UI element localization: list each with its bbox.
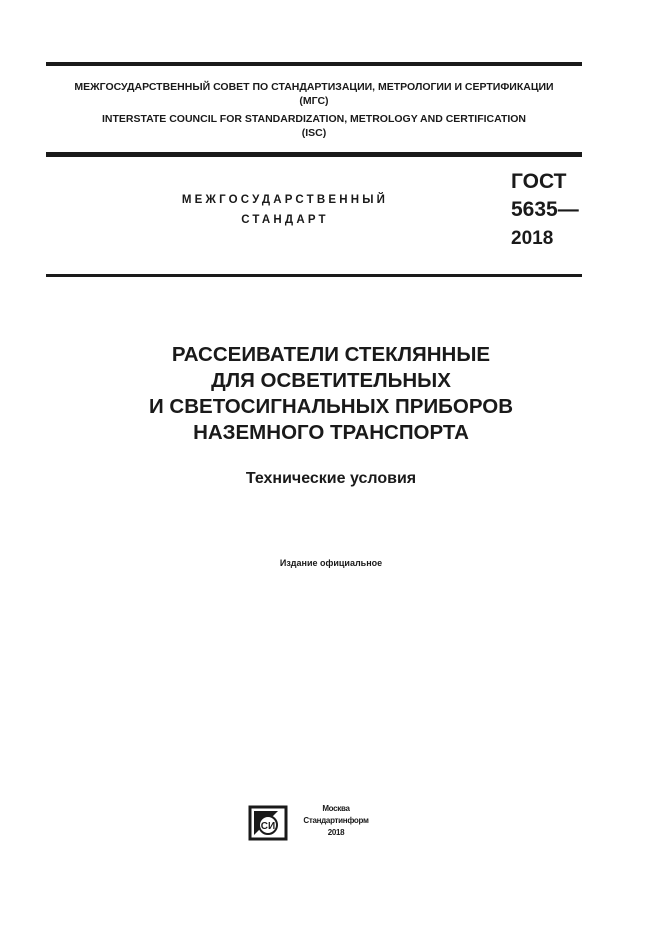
title-line-2: ДЛЯ ОСВЕТИТЕЛЬНЫХ	[211, 369, 451, 392]
title-line-3: И СВЕТОСИГНАЛЬНЫХ ПРИБОРОВ	[148, 395, 514, 418]
title-line-1: РАССЕИВАТЕЛИ СТЕКЛЯННЫЕ	[171, 343, 491, 366]
standard-kind-line1: МЕЖГОСУДАРСТВЕННЫЙ	[181, 194, 389, 206]
logo-letters: СИ	[260, 821, 276, 832]
gost-year: 2018	[511, 228, 554, 249]
standartinform-logo-icon	[248, 805, 288, 841]
imprint-year: 2018	[327, 828, 345, 837]
council-abbr-ru: (МГС)	[299, 95, 329, 107]
top-thick-rule	[46, 62, 582, 66]
header-bottom-thick-rule	[46, 152, 582, 157]
council-abbr-en: (ISC)	[301, 127, 327, 139]
designation-bottom-rule	[46, 274, 582, 277]
edition-note: Издание официальное	[279, 558, 383, 568]
title-line-4: НАЗЕМНОГО ТРАНСПОРТА	[193, 421, 469, 444]
gost-number: 5635—	[511, 198, 579, 221]
council-name-ru: МЕЖГОСУДАРСТВЕННЫЙ СОВЕТ ПО СТАНДАРТИЗАЦИИ, МЕТРОЛОГИИ И СЕРТИФИКАЦИИ	[74, 81, 554, 93]
imprint-city: Москва	[322, 804, 350, 813]
standard-kind-line2: СТАНДАРТ	[241, 214, 329, 226]
document-subtitle: Технические условия	[245, 470, 417, 487]
gost-prefix: ГОСТ	[511, 170, 567, 193]
imprint-publisher: Стандартинформ	[303, 816, 369, 825]
imprint	[296, 803, 376, 839]
council-name-en: INTERSTATE COUNCIL FOR STANDARDIZATION, METROLOGY AND CERTIFICATION	[101, 113, 527, 125]
